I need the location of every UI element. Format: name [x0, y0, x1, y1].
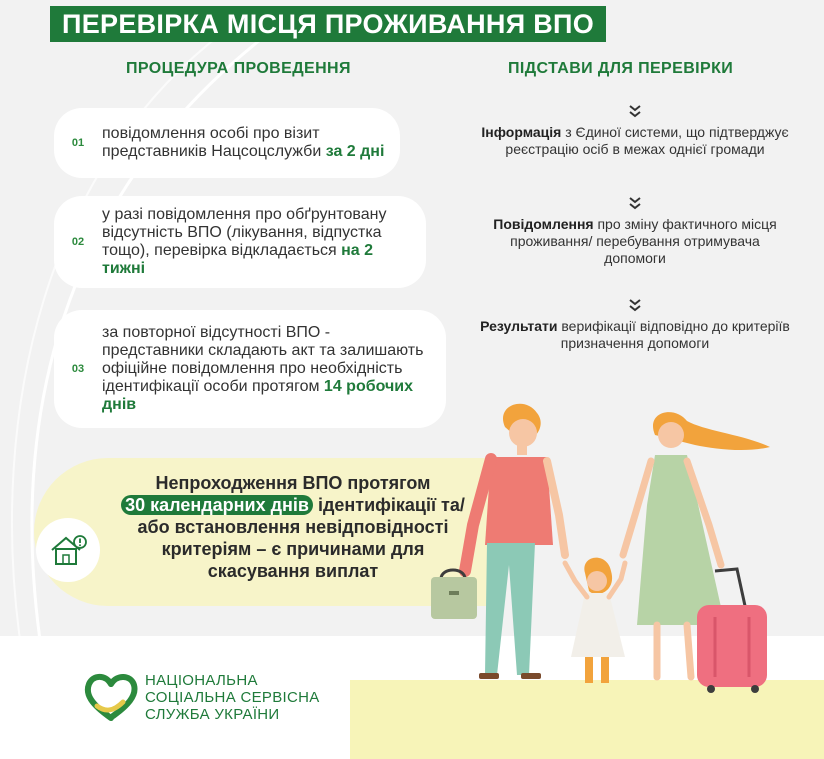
step-highlight: за 2 дні	[325, 143, 385, 160]
page-title: ПЕРЕВІРКА МІСЦЯ ПРОЖИВАННЯ ВПО	[50, 6, 606, 42]
grounds-item-2: Повідомлення про зміну фактичного місця проживання/ перебування отримувача допомоги	[480, 196, 790, 267]
step-text: за повторної відсутності ВПО - представники складають акт та залишають офіційне повідомлення про необхідність ідентифікації особи протягом 14 робочих днів	[102, 324, 424, 413]
bag-figure	[431, 570, 477, 619]
step-number: 03	[71, 363, 85, 375]
family-illustration	[425, 395, 805, 695]
step-text: повідомлення особі про візит представників Нацсоцслужби за 2 дні	[102, 125, 385, 160]
notice-highlight: 30 календарних днів	[121, 495, 313, 515]
grounds-item-3: Результати верифікації відповідно до критеріїв призначення допомоги	[480, 298, 790, 352]
notice-icon-circle	[36, 518, 100, 582]
step-highlight: 14 робочих днів	[102, 378, 413, 413]
step-number: 02	[71, 236, 85, 248]
grounds-heading: ПІДСТАВИ ДЛЯ ПЕРЕВІРКИ	[508, 60, 734, 77]
grounds-item-1: Інформація з Єдиної системи, що підтверджує реєстрацію осіб в межах однієї громади	[480, 104, 790, 158]
chevron-down-icon	[628, 104, 642, 118]
house-warning-icon	[48, 532, 88, 568]
nssu-heart-logo-icon	[83, 672, 139, 722]
man-figure	[465, 404, 565, 679]
child-figure	[565, 558, 625, 683]
organization-name: НАЦІОНАЛЬНА СОЦІАЛЬНА СЕРВІСНА СЛУЖБА УКРАЇНИ	[145, 672, 320, 723]
chevron-down-icon	[628, 196, 642, 210]
procedure-step-3	[54, 310, 446, 428]
procedure-step-1	[54, 108, 400, 178]
chevron-down-icon	[628, 298, 642, 312]
step-number: 01	[71, 137, 85, 149]
procedure-heading: ПРОЦЕДУРА ПРОВЕДЕННЯ	[126, 60, 351, 77]
notice-text: Непроходження ВПО протягом 30 календарних днів ідентифікації та/або встановлення невідповідності критеріям – є причинами для скасування виплат	[118, 472, 468, 582]
step-text: у разі повідомлення про обґрунтовану відсутність ВПО (лікування, відпустка тощо), перевірка відкладається на 2 тижні	[102, 206, 387, 277]
step-highlight: на 2 тижні	[102, 242, 374, 277]
procedure-step-2	[54, 196, 426, 288]
